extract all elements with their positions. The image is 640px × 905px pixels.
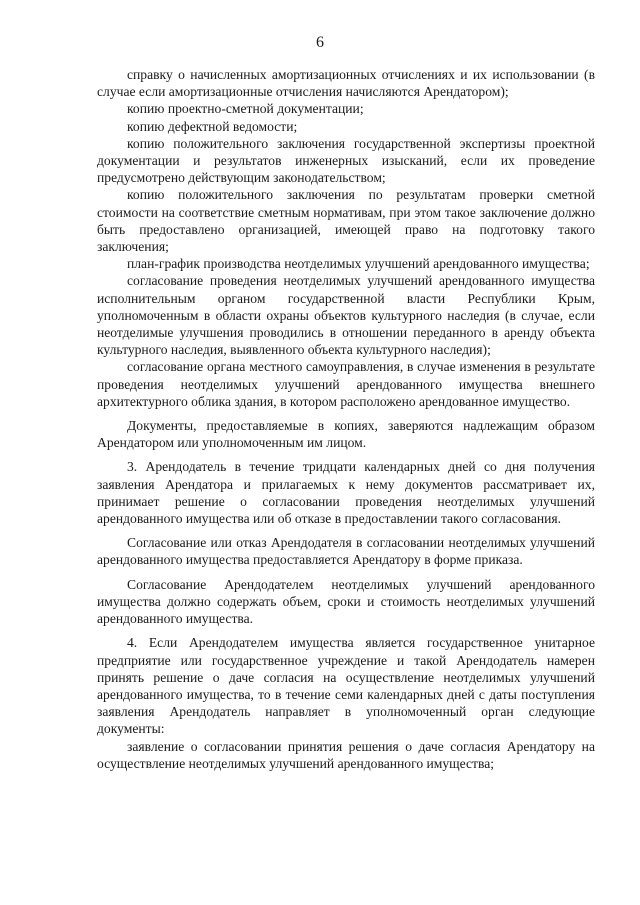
paragraph-state-expertise: копию положительного заключения государственной экспертизы проектной документации и результатов инженерных изысканий, если их проведение предусмотрено действующим законодательством; <box>97 135 595 186</box>
paragraph-project-docs: копию проектно-сметной документации; <box>127 101 364 117</box>
page-number: 6 <box>316 34 324 51</box>
paragraph-heritage-approval: согласование проведения неотделимых улучшений арендованного имущества исполнительным органом государственной власти Республики Крым, уполномоченным в области охраны объектов культурного наследия (в случае, если неотделимые улучшения проводились в отношении переданного в аренду объекта культурного наследия, выявленного объекта культурного наследия); <box>97 273 595 358</box>
paragraph-item-3: 3. Арендодатель в течение тридцати календарных дней со дня получения заявления Арендатора и прилагаемых к нему документов рассматривает их, принимает решение о согласовании проведения неотделимых улучшений арендованного имущества или об отказе в предоставлении такого согласования. <box>97 459 595 527</box>
paragraph-application: заявление о согласовании принятия решения о даче согласия Арендатору на осуществление неотделимых улучшений арендованного имущества; <box>97 738 595 771</box>
paragraph-approval-content: Согласование Арендодателем неотделимых улучшений арендованного имущества должно содержать объем, сроки и стоимость неотделимых улучшений арендованного имущества. <box>97 576 595 627</box>
paragraph-estimate-check: копию положительного заключения по результатам проверки сметной стоимости на соответствие сметным нормативам, при этом такое заключение должно быть предоставлено организацией, имеющей право на подготовку такого заключения; <box>97 187 595 255</box>
paragraph-item-4: 4. Если Арендодателем имущества является государственное унитарное предприятие или государственное учреждение и такой Арендодатель намерен принять решение о даче согласия на осуществление неотделимых улучшений арендованного имущества, то в течение семи календарных дней с даты поступления заявления Арендодатель направляет в уполномоченный орган следующие документы: <box>97 635 595 737</box>
paragraph-defect-list: копию дефектной ведомости; <box>127 118 298 134</box>
paragraph-copies-certified: Документы, предоставляемые в копиях, заверяются надлежащим образом Арендатором или уполномоченным им лицом. <box>97 418 595 451</box>
paragraph-schedule: план-график производства неотделимых улучшений арендованного имущества; <box>127 256 590 272</box>
paragraph-amortization: справку о начисленных амортизационных отчислениях и их использовании (в случае если амортизационные отчисления начисляются Арендатором); <box>97 67 595 100</box>
paragraph-approval-order: Согласование или отказ Арендодателя в согласовании неотделимых улучшений арендованного имущества предоставляется Арендатору в форме приказа. <box>97 535 595 568</box>
paragraph-local-approval: согласование органа местного самоуправления, в случае изменения в результате проведения неотделимых улучшений арендованного имущества внешнего архитектурного облика здания, в котором расположено арендованное имущество. <box>97 359 595 409</box>
document-body <box>97 66 595 772</box>
